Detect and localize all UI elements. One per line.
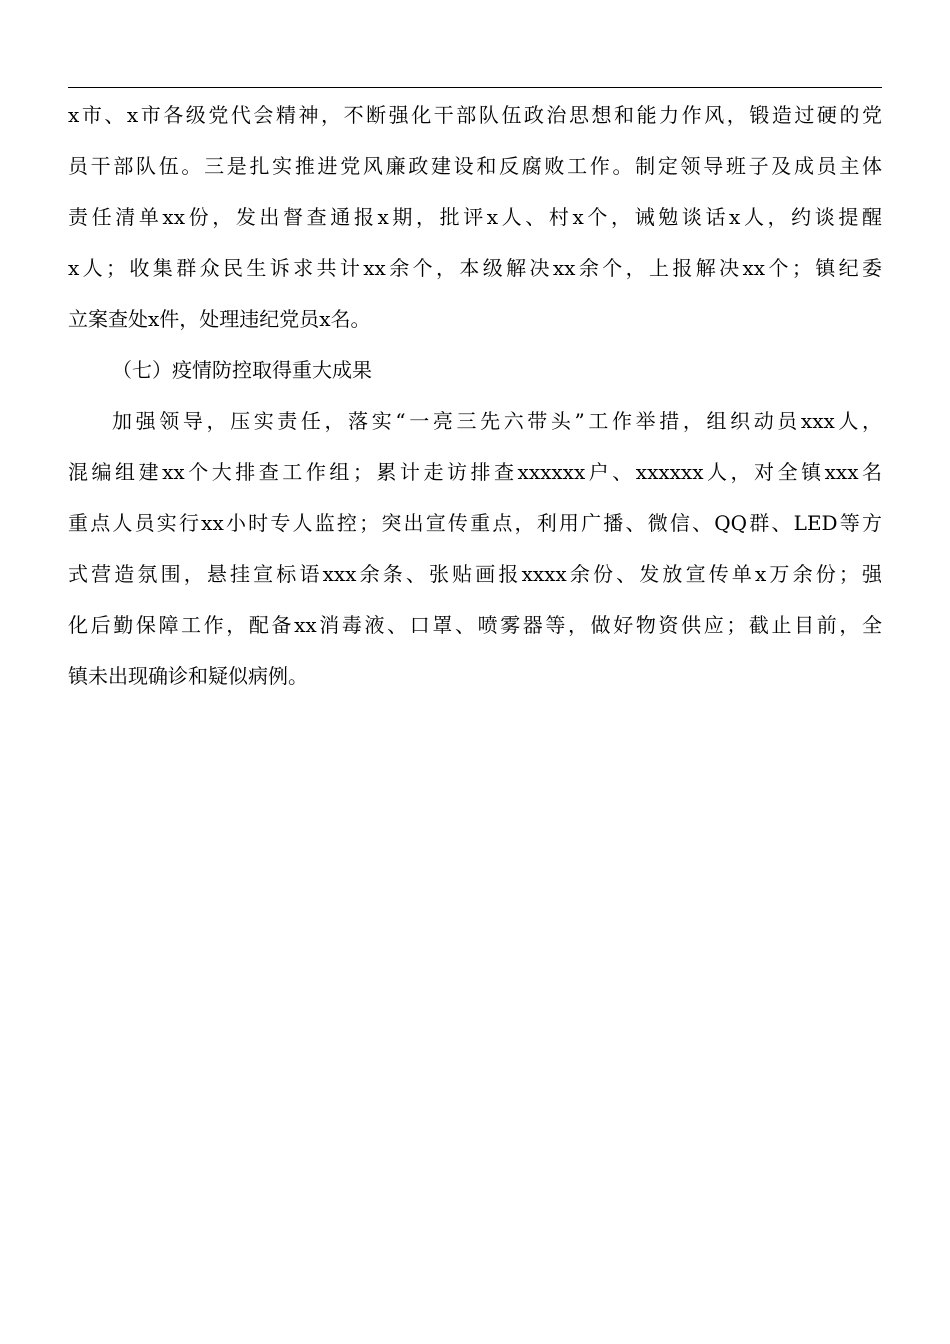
text-line: 化后勤保障工作，配备xx消毒液、口罩、喷雾器等，做好物资供应；截止目前，全 [68,613,882,637]
text-line: 重点人员实行xx小时专人监控；突出宣传重点，利用广播、微信、QQ群、LED等方 [68,511,882,535]
text-line: 立案查处x件，处理违纪党员x名。 [68,307,371,331]
text-line: 员干部队伍。三是扎实推进党风廉政建设和反腐败工作。制定领导班子及成员主体 [68,154,882,178]
document-body [68,90,882,702]
text-line: 镇未出现确诊和疑似病例。 [68,664,308,688]
text-line: 加强领导，压实责任，落实“一亮三先六带头”工作举措，组织动员xxx人， [112,409,882,433]
text-line: x市、x市各级党代会精神，不断强化干部队伍政治思想和能力作风，锻造过硬的党 [68,103,882,127]
text-line: 式营造氛围，悬挂宣标语xxx余条、张贴画报xxxx余份、发放宣传单x万余份；强 [68,562,882,586]
text-line: 混编组建xx个大排查工作组；累计走访排查xxxxxx户、xxxxxx人，对全镇xxx名 [68,460,882,484]
section-heading [68,345,882,396]
text-line: 责任清单xx份，发出督查通报x期，批评x人、村x个，诫勉谈话x人，约谈提醒 [68,205,882,229]
paragraph-party-conduct [68,90,882,345]
paragraph-epidemic-control [68,396,882,702]
header-rule [68,87,882,88]
heading-text: （七）疫情防控取得重大成果 [112,358,372,382]
text-line: x人；收集群众民生诉求共计xx余个，本级解决xx余个，上报解决xx个；镇纪委 [68,256,882,280]
